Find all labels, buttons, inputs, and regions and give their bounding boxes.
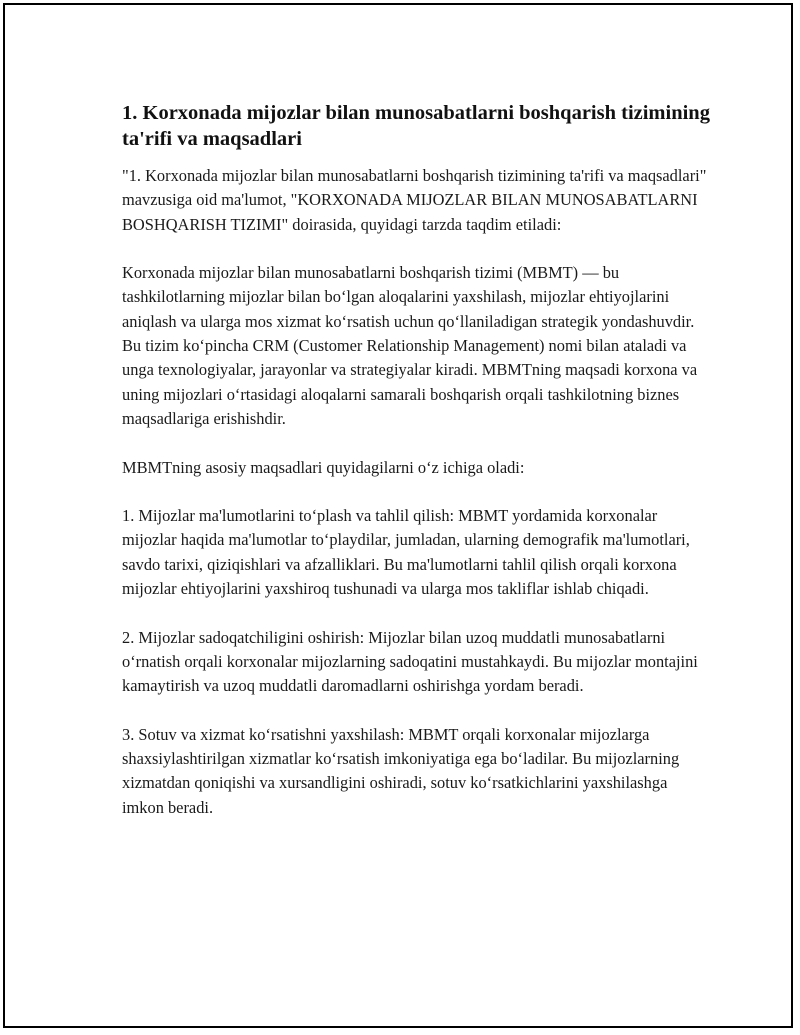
document-body: [122, 100, 712, 844]
goal-item-1: 1. Mijozlar ma'lumotlarini toʻplash va tahlil qilish: MBMT yordamida korxonalar mijozlar haqida ma'lumotlar toʻplaydilar, jumladan, ularning demografik ma'lumotlari, savdo tarixi, qiziqishlari va afzalliklari. Bu ma'lumotlarni tahlil qilish orqali korxona mijozlar ehtiyojlarini yaxshiroq tushunadi va ularga mos takliflar ishlab chiqadi.: [122, 506, 690, 599]
goals-intro-paragraph: MBMTning asosiy maqsadlari quyidagilarni oʻz ichiga oladi:: [122, 457, 525, 477]
intro-paragraph: "1. Korxonada mijozlar bilan munosabatlarni boshqarish tizimining ta'rifi va maqsadlari" mavzusiga oid ma'lumot, "KORXONADA MIJOZLAR BILAN MUNOSABATLARNI BOSHQARISH TIZIMI" doirasida, quyidagi tarzda taqdim etiladi:: [122, 166, 707, 234]
goal-item-3: 3. Sotuv va xizmat koʻrsatishni yaxshilash: MBMT orqali korxonalar mijozlarga shaxsiylashtirilgan xizmatlar koʻrsatish imkoniyatiga ega boʻladilar. Bu mijozlarning xizmatdan qoniqishi va xursandligini oshiradi, sotuv koʻrsatkichlarini yaxshilashga imkon beradi.: [122, 724, 680, 817]
definition-paragraph: Korxonada mijozlar bilan munosabatlarni boshqarish tizimi (MBMT) — bu tashkilotlarning mijozlar bilan boʻlgan aloqalarini yaxshilash, mijozlar ehtiyojlarini aniqlash va ularga mos xizmat koʻrsatish uchun qoʻllaniladigan strategik yondashuvdir. Bu tizim koʻpincha CRM (Customer Relationship Management) nomi bilan ataladi va unga texnologiyalar, jarayonlar va strategiyalar kiradi. MBMTning maqsadi korxona va uning mijozlari oʻrtasidagi aloqalarni samarali boshqarish orqali tashkilotning biznes maqsadlariga erishishdir.: [122, 263, 698, 428]
goal-item-2: 2. Mijozlar sadoqatchiligini oshirish: Mijozlar bilan uzoq muddatli munosabatlarni oʻrnatish orqali korxonalar mijozlarning sadoqatini mustahkaydi. Bu mijozlar montajini kamaytirish va uzoq muddatli daromadlarni oshirishga yordam beradi.: [122, 627, 698, 696]
document-title: 1. Korxonada mijozlar bilan munosabatlarni boshqarish tizimining ta'rifi va maqsadlari: [122, 102, 710, 150]
page-frame: [3, 3, 793, 1028]
